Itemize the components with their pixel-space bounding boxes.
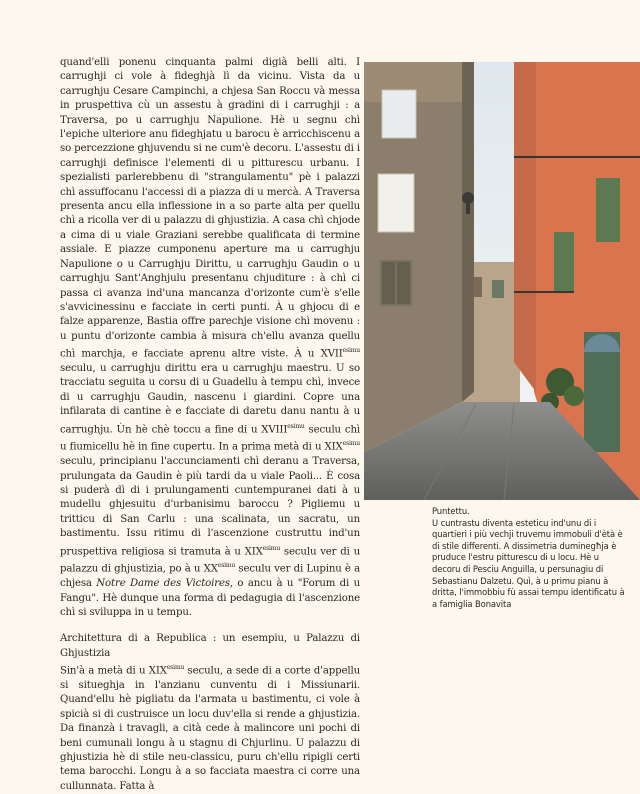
text-run: , o ancu à u "Forum di u Fangu". Hè dunque una forma di pedagugia di l'ascenzione chì si sviluppa in u tempu. bbox=[60, 578, 360, 618]
caption-title: Puntettu. bbox=[432, 506, 470, 516]
text-run: seculu ver di u palazzu di ghjustizia, po à u XX bbox=[60, 545, 360, 575]
text-run: seculu, principianu l'accunciamenti chì deranu a Traversa, prulungata da Gaudin è più tardi da u viale Paoli... È cosa si puderà dì di i prulungamenti cuntempuranei dati à u mudellu ghjesuitu d'urbanisimu baroccu ? Pigliemu u tritticu di San Carlu : una scalinata, un sacratu, un bastimentu. Issu ritimu di l'ascenzione custruttu ind'un pruspettiva religiosa si tramuta à u XIX bbox=[60, 456, 360, 557]
text-run: Sin'à a metà di u XIX bbox=[60, 665, 167, 677]
street-photo-drawing bbox=[364, 62, 640, 500]
ordinal-superscript: esimu bbox=[342, 347, 360, 355]
caption-text: U cuntrastu diventa esteticu ind'unu di i quartieri i più vechji truvemu immobuli d'ètà è di stile differenti. A dissimetria duminegħja è pruduce l'estru pitturescu di u locu. Hè u decoru di Pesciu Anguilla, u persunagiu di Sebastianu Dalzetu. Quì, à u primu pianu à dritta, l'immobbiu fù assai tempu identificatu à a famiglia Bonavita bbox=[432, 517, 625, 609]
ordinal-superscript: esimu bbox=[287, 422, 305, 430]
article-paragraph bbox=[60, 56, 360, 620]
text-run: quand'elli ponenu cinquanta palmi digià belli alti. I carrughji ci vole à fideghjà lì da vicinu. Vista da u carrughju Cesare Campinchi, a chjesa San Roccu và messa in pruspettiva cù un assestu à gradini di i carrughji : a Traversa, po u carrughju Napulione. Hè u segnu chì l'epiche ulteriore anu fideghjatu u barocu è arricchiscenu a so percezzione ghjuvendu si ne cum'è decoru. L'assestu di i carrughji definisce l'elementi di u pitturescu urbanu. I spezialisti parlerebbenu di "strangulamentu" pè i palazzi chì assuffocanu l'accessi di a piazza di u mercà. A Traversa presenta ancu ella inflessione in a so parte alta per quellu chì a ricolla ver di u palazzu di ghjustizia. A casa chì chjode a cima di u viale Graziani serebbe qualificata di termine assiale. E piazze cumponenu aperture ma u carrughju Napulione o u Carrughju Dirittu, u carrughju Gaudin o u carrughju Sant'Anghjulu presentanu chjuditure : à chì ci passa ci avanza ind'una mancanza d'orizonte cum'è s'elle s'avvicinessinu e facciate in certi punti. À u ghjocu di e falze apparenze, Bastia offre parechje visione chì movenu : u puntu d'orizonte cambia à misura ch'ellu avanza quellu chì marchja, e facciate aprenu altre viste. À u XVII bbox=[60, 57, 360, 360]
ordinal-superscript: esimu bbox=[262, 544, 281, 552]
church-name: Notre Dame des Victoires bbox=[96, 578, 230, 590]
article-paragraph bbox=[60, 632, 360, 794]
text-run: seculu, u carrughju dirittu era u carrughju maestru. U so tracciatu seguita u corsu di u Guadellu à tempu chì, invece di u carrughju Gaudin, nascenu i giardini. Copre una infilarata di cantine è e facciate di daretu danu nantu à u carrughju. Ùn hè chè toccu a fine di u XVIII bbox=[60, 362, 360, 435]
ordinal-superscript: esimu bbox=[166, 664, 185, 672]
text-run: seculu chì u fiumicellu hè in fine cupertu. In a prima metà di u XIX bbox=[60, 423, 360, 453]
text-run: seculu ver di Lupinu è a chjesa bbox=[60, 563, 360, 590]
street-photo bbox=[364, 62, 640, 500]
article-body bbox=[60, 56, 360, 794]
text-run: seculu, a sede di a corte d'appellu si situeghja in l'anzianu cunventu di i Missiunarii. Quand'ellu hè pigliatu da l'armata u bastimentu, ci vole à spicià si di custruisce un locu duv'ella si rende a ghjustizia. Da finanzà i travagli, a cità cede à malincore uni pochi di beni cumunali longu à u stagnu di Chjurlinu. U palazzu di ghjustizia hè di stile neu-classicu, puru ch'ellu ripigli certi tema barocchi. Longu à a so facciata maestra ci corre una cullunnata. Fatta à bbox=[60, 665, 361, 792]
section-subheading: Architettura di a Republica : un esempiu, u Palazzu di Ghjustizia bbox=[60, 633, 360, 659]
ordinal-superscript: esimu bbox=[217, 562, 236, 570]
photo-caption bbox=[432, 506, 628, 610]
ordinal-superscript: esimu bbox=[342, 440, 360, 448]
